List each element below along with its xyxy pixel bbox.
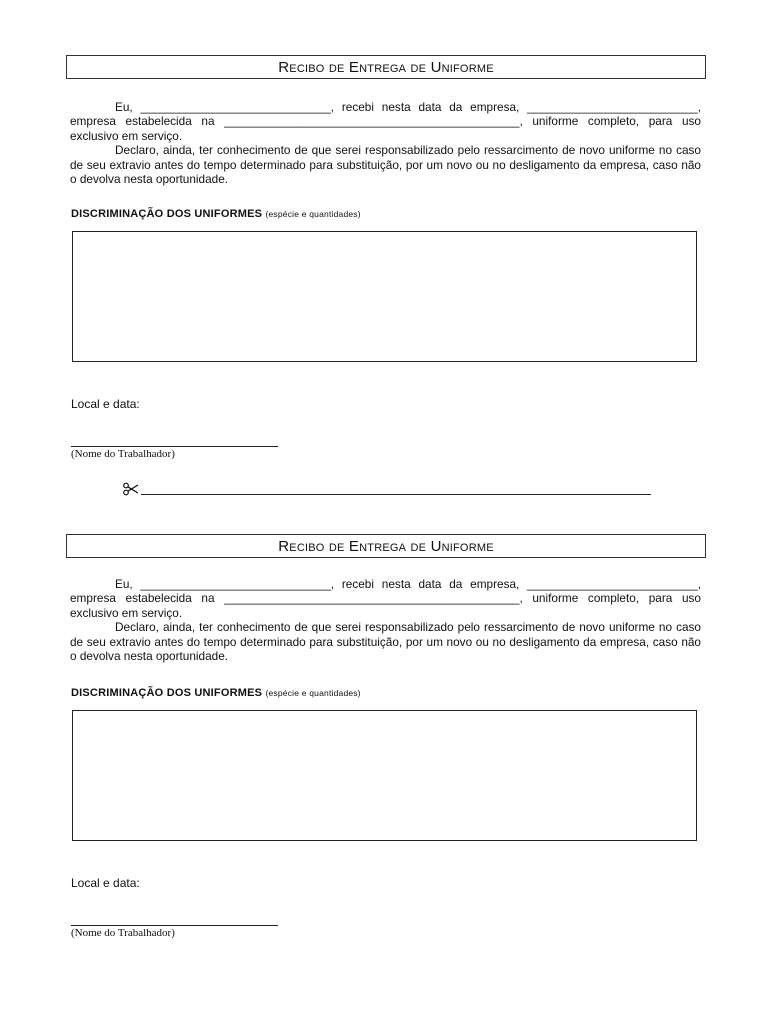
- uniforms-heading-text: DISCRIMINAÇÃO DOS UNIFORMES: [71, 208, 263, 220]
- uniforms-list-box[interactable]: [72, 710, 697, 841]
- declaration-paragraph-1: Eu, _____________________________, recebi nesta data da empresa, __________________________, empresa estabelecida na _____________________________________________, uniforme completo, para uso exclusivo em serviço.: [70, 577, 701, 620]
- receipt-body: [70, 100, 701, 186]
- cut-rule: [141, 494, 651, 495]
- receipt-body: [70, 577, 701, 663]
- declaration-paragraph-2: Declaro, ainda, ter conhecimento de que serei responsabilizado pelo ressarcimento de novo uniforme no caso de seu extravio antes do tempo determinado para substituição, por um novo ou no desligamento da empresa, caso não o devolva nesta oportunidade.: [70, 620, 701, 664]
- uniforms-heading-text: DISCRIMINAÇÃO DOS UNIFORMES: [71, 687, 263, 699]
- local-date-label: Local e data:: [71, 397, 140, 411]
- cut-line: [123, 480, 653, 500]
- uniforms-section-heading: [71, 208, 361, 220]
- uniforms-list-box[interactable]: [72, 231, 697, 362]
- local-date-label: Local e data:: [71, 876, 140, 890]
- uniforms-section-heading: [71, 687, 361, 699]
- receipt-title: Recibo de Entrega de Uniforme: [66, 55, 706, 79]
- scissors-icon: [123, 482, 139, 496]
- uniforms-heading-note: (espécie e quantidades): [265, 209, 361, 219]
- receipt-form-1: [0, 55, 768, 525]
- receipt-form-2: [0, 534, 768, 1004]
- receipt-title: Recibo de Entrega de Uniforme: [66, 534, 706, 558]
- uniforms-heading-note: (espécie e quantidades): [265, 688, 361, 698]
- declaration-paragraph-2: Declaro, ainda, ter conhecimento de que serei responsabilizado pelo ressarcimento de novo uniforme no caso de seu extravio antes do tempo determinado para substituição, por um novo ou no desligamento da empresa, caso não o devolva nesta oportunidade.: [70, 143, 701, 187]
- signature-caption: (Nome do Trabalhador): [71, 927, 175, 939]
- signature-line: [71, 446, 278, 447]
- declaration-paragraph-1: Eu, _____________________________, recebi nesta data da empresa, __________________________, empresa estabelecida na _____________________________________________, uniforme completo, para uso exclusivo em serviço.: [70, 100, 701, 143]
- signature-caption: (Nome do Trabalhador): [71, 448, 175, 460]
- signature-line: [71, 925, 278, 926]
